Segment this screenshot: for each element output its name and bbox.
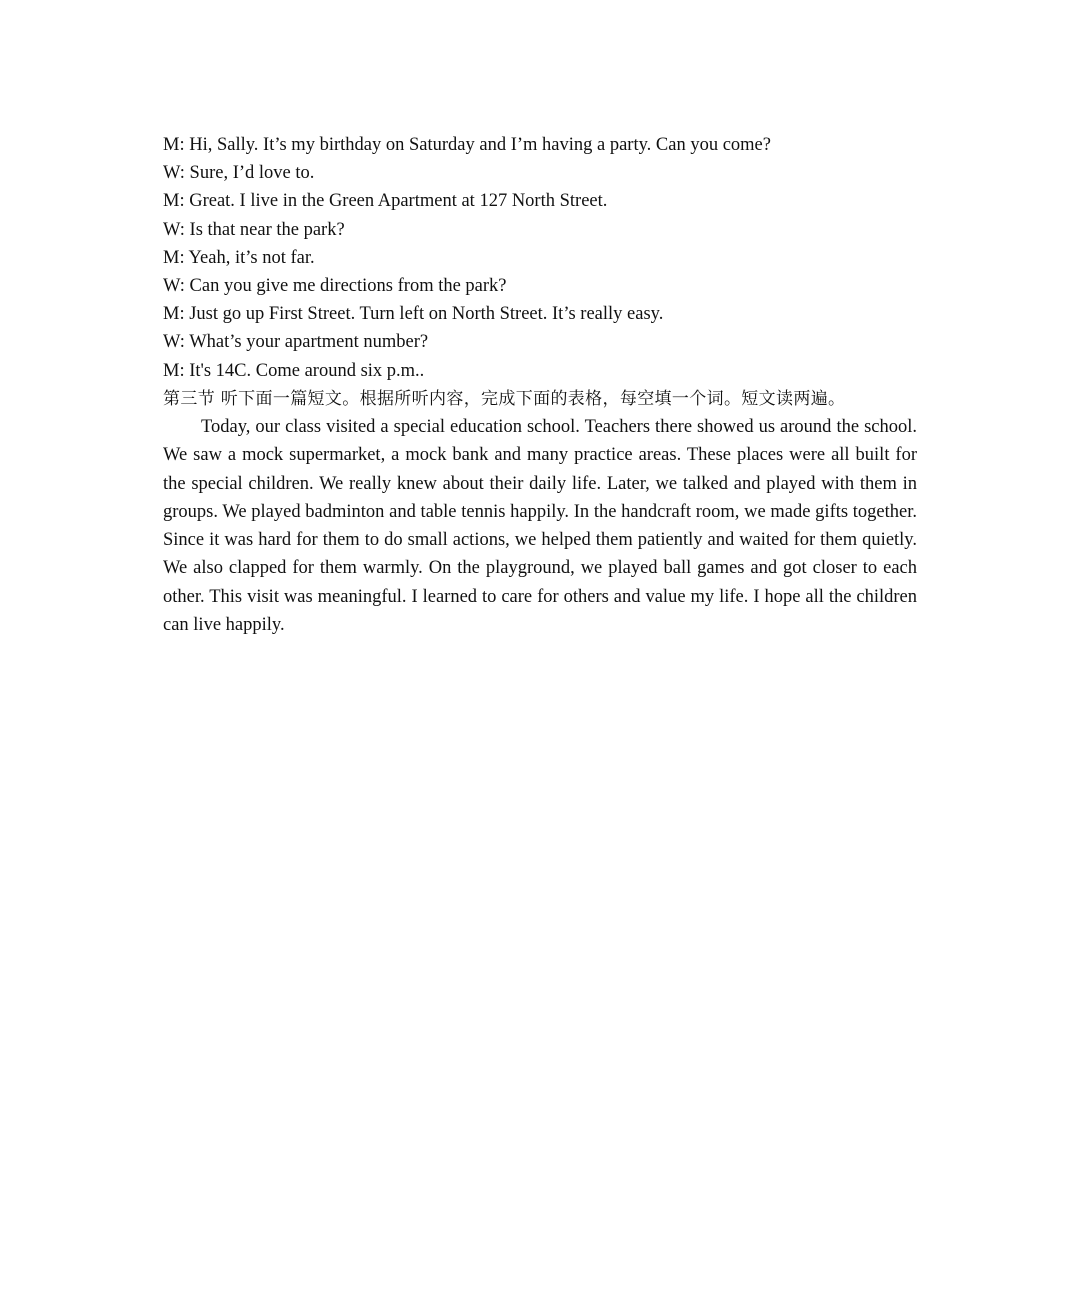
dialogue-transcript: [163, 131, 917, 385]
dialogue-line: M: Great. I live in the Green Apartment at 127 North Street.: [163, 191, 608, 212]
dialogue-line: M: Yeah, it’s not far.: [163, 247, 315, 268]
dialogue-line: M: It's 14C. Come around six p.m..: [163, 360, 425, 381]
dialogue-line: W: Sure, I’d love to.: [163, 163, 315, 184]
section-heading: 第三节 听下面一篇短文。根据所听内容，完成下面的表格，每空填一个词。短文读两遍。: [163, 388, 846, 409]
page-content: [163, 131, 917, 639]
dialogue-line: W: Is that near the park?: [163, 219, 345, 240]
dialogue-line: M: Just go up First Street. Turn left on North Street. It’s really easy.: [163, 304, 664, 325]
passage-text: Today, our class visited a special education school. Teachers there showed us around the school. We saw a mock supermarket, a mock bank and many practice areas. These places were all built for the special children. We really knew about their daily life. Later, we talked and played with them in groups. We played badminton and table tennis happily. In the handcraft room, we made gifts together. Since it was hard for them to do small actions, we helped them patiently and waited for them quietly. We also clapped for them warmly. On the playground, we played ball games and got closer to each other. This visit was meaningful. I learned to care for others and value my life. I hope all the children can live happily.: [163, 417, 917, 635]
dialogue-line: M: Hi, Sally. It’s my birthday on Saturday and I’m having a party. Can you come?: [163, 135, 771, 155]
dialogue-line: W: What’s your apartment number?: [163, 332, 429, 353]
dialogue-line: W: Can you give me directions from the park?: [163, 275, 507, 296]
